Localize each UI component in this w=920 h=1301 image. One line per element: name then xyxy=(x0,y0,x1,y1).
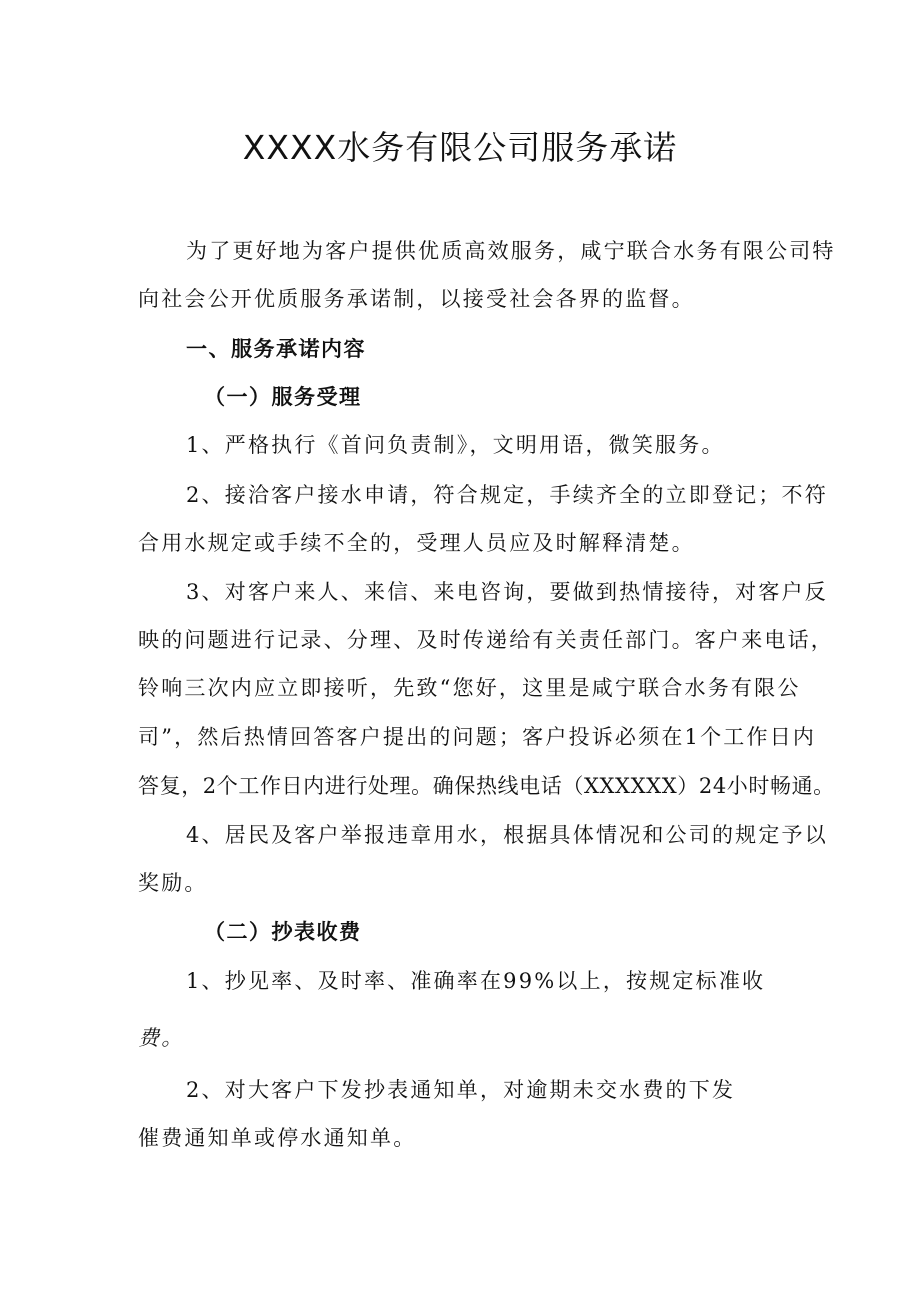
billing-item-1-line-1: 1、抄见率、及时率、准确率在99%以上，按规定标准收 xyxy=(186,969,766,993)
intro-line-1: 为了更好地为客户提供优质高效服务，咸宁联合水务有限公司特 xyxy=(186,239,836,263)
acceptance-item-1: 1、严格执行《首问负责制》，文明用语，微笑服务。 xyxy=(186,433,725,457)
acceptance-item-3-line-4: 司”，然后热情回答客户提出的问题；客户投诉必须在1个工作日内 xyxy=(138,725,817,749)
billing-item-1-line-2: 费。 xyxy=(138,1026,185,1050)
section-heading-service-commitment: 一、服务承诺内容 xyxy=(186,336,366,361)
document-title: XXXX水务有限公司服务承诺 xyxy=(242,128,678,167)
subsection-heading-service-acceptance: （一）服务受理 xyxy=(204,384,362,409)
acceptance-item-4-line-1: 4、居民及客户举报违章用水，根据具体情况和公司的规定予以 xyxy=(186,823,828,847)
billing-item-2-line-1: 2、对大客户下发抄表通知单，对逾期未交水费的下发 xyxy=(186,1078,736,1102)
acceptance-item-3-line-3: 铃响三次内应立即接听，先致“您好，这里是咸宁联合水务有限公 xyxy=(138,676,801,700)
billing-item-2-line-2: 催费通知单或停水通知单。 xyxy=(138,1126,417,1150)
acceptance-item-4-line-2: 奖励。 xyxy=(138,871,208,895)
acceptance-item-3-line-5: 答复，2个工作日内进行处理。确保热线电话（XXXXXX）24小时畅通。 xyxy=(138,774,835,798)
acceptance-item-2-line-2: 合用水规定或手续不全的，受理人员应及时解释清楚。 xyxy=(138,531,695,555)
intro-line-2: 向社会公开优质服务承诺制，以接受社会各界的监督。 xyxy=(138,287,695,311)
acceptance-item-3-line-1: 3、对客户来人、来信、来电咨询，要做到热情接待，对客户反 xyxy=(186,580,828,604)
subsection-heading-meter-reading-billing: （二）抄表收费 xyxy=(204,919,362,944)
acceptance-item-3-line-2: 映的问题进行记录、分理、及时传递给有关责任部门。客户来电话， xyxy=(138,628,834,652)
acceptance-item-2-line-1: 2、接洽客户接水申请，符合规定，手续齐全的立即登记；不符 xyxy=(186,483,828,507)
